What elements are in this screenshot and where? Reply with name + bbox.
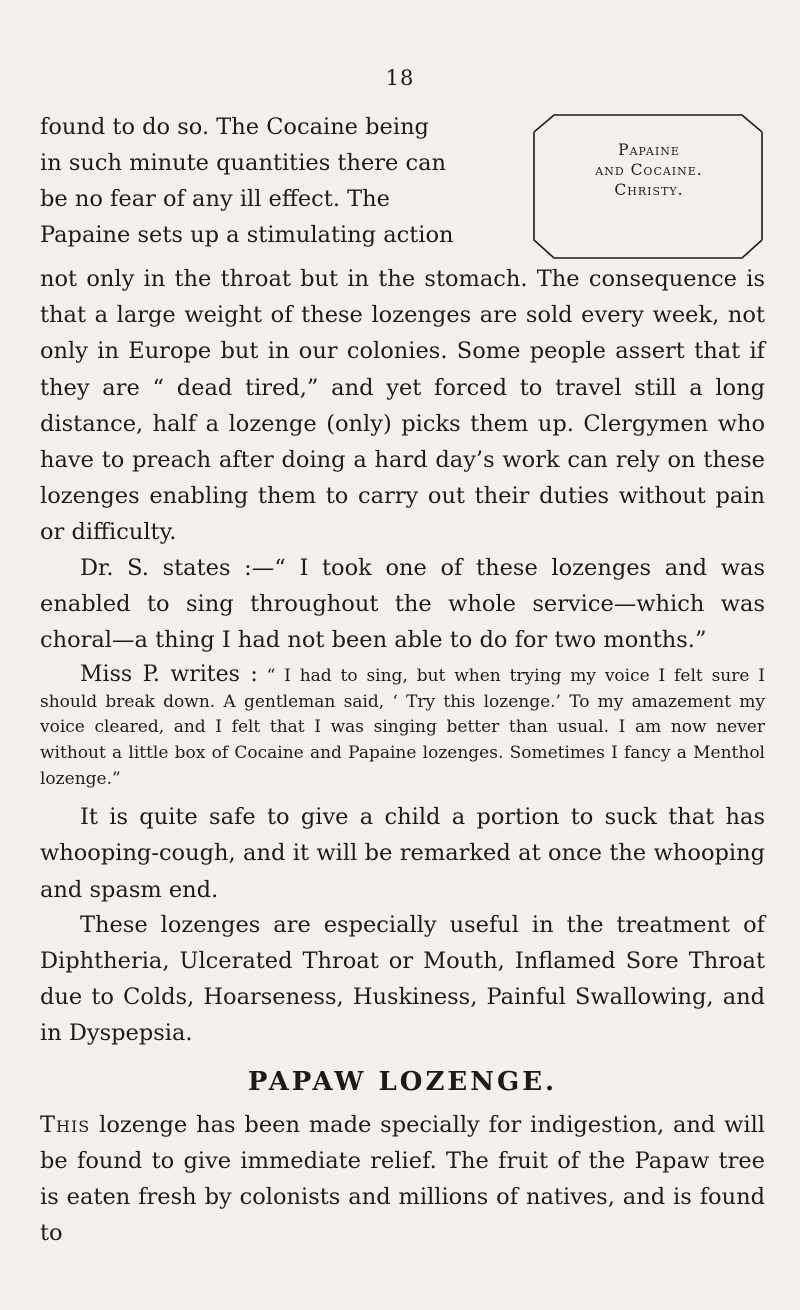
text-line: Papaine sets up a stimulating action <box>40 222 454 248</box>
first-word: This <box>40 1111 91 1138</box>
text-line: be no fear of any ill effect. The <box>40 186 390 212</box>
page-number: 18 <box>385 66 415 90</box>
paragraph: not only in the throat but in the stomach. The consequence is that a large weight of these lozenges are sold every week, not only in Europe but in our colonies. Some people assert that if they are “ dead tired,” and yet forced to travel still a long distance, half a lozenge (only) picks them up. Clergymen who have to preach after doing a hard day’s work can rely on these lozenges enabling them to carry out their duties without pain or difficulty. <box>40 266 765 546</box>
margin-note-line: Papaine <box>618 141 680 159</box>
text-line: in such minute quantities there can <box>40 150 447 176</box>
margin-note-line: Christy. <box>614 181 684 199</box>
quote-text: “ I had to sing, but when trying my voice I felt sure I should break down. A gentleman said, ‘ Try this lozenge.’ To my amazement my voice cleared, and I felt that I was singing better than usual. I am now never without a little box of Cocaine and Papaine lozenges. Sometimes I fancy a Menthol lozenge.” <box>40 666 765 789</box>
section-heading: PAPAW LOZENGE. <box>247 1066 558 1097</box>
text-line: found to do so. The Cocaine being <box>40 114 429 140</box>
margin-note-line: and Cocaine. <box>595 161 703 179</box>
quote-paragraph <box>40 662 765 792</box>
paragraph: These lozenges are especially useful in the treatment of Diphtheria, Ulcerated Throat or Mouth, Inflamed Sore Throat due to Colds, Hoarseness, Huskiness, Painful Swallowing, and in Dyspepsia. <box>40 911 765 1047</box>
paragraph: Dr. S. states :—“ I took one of these lozenges and was enabled to sing throughout the whole service—which was choral—a thing I had not been able to do for two months.” <box>40 554 765 654</box>
paragraph <box>40 1107 765 1252</box>
intro-block <box>40 112 765 262</box>
paragraph: It is quite safe to give a child a portion to suck that has whooping-cough, and it will be remarked at once the whooping and spasm end. <box>40 804 765 903</box>
paragraph-text: lozenge has been made specially for indigestion, and will be found to give immediate relief. The fruit of the Papaw tree is eaten fresh by colonists and millions of natives, and is found to <box>40 1111 765 1247</box>
quote-lead: Miss P. writes : <box>80 662 258 688</box>
page-body <box>40 112 765 1251</box>
margin-note <box>532 112 766 260</box>
